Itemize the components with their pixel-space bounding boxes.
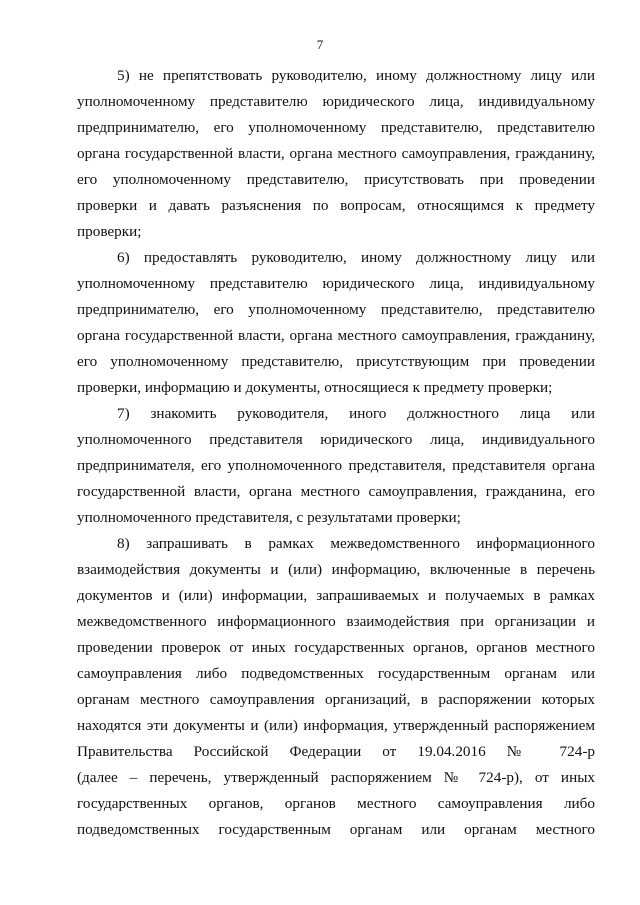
- text-line: его уполномоченному представителю, присутствующим при проведении: [77, 353, 595, 370]
- text-line: 5) не препятствовать руководителю, иному должностному лицу или: [117, 67, 595, 84]
- text-line: проверки;: [77, 223, 142, 240]
- text-line: государственных органов, органов местного самоуправления либо: [77, 795, 595, 812]
- text-line: проведении проверок от иных государственных органов, органов местного: [77, 639, 595, 656]
- text-line: уполномоченному представителю юридического лица, индивидуальному: [77, 275, 595, 292]
- text-line: 6) предоставлять руководителю, иному должностному лицу или: [117, 249, 595, 266]
- page-number: 7: [316, 37, 324, 52]
- text-line: проверки и давать разъяснения по вопросам, относящимся к предмету: [77, 197, 595, 214]
- document-body: [77, 63, 595, 843]
- text-line: уполномоченного представителя, с результатами проверки;: [77, 509, 461, 526]
- text-line: межведомственного информационного взаимодействия при организации и: [77, 613, 595, 630]
- text-line: взаимодействия документы и (или) информацию, включенные в перечень: [77, 561, 595, 578]
- text-line: предпринимателю, его уполномоченному представителю, представителю: [77, 301, 595, 318]
- text-line: находятся эти документы и (или) информация, утвержденный распоряжением: [77, 717, 595, 734]
- text-line: самоуправления либо подведомственных государственным органам или: [77, 665, 595, 682]
- text-line: проверки, информацию и документы, относящиеся к предмету проверки;: [77, 379, 553, 396]
- text-line: (далее – перечень, утвержденный распоряжением № 724-р), от иных: [77, 769, 595, 786]
- text-line: документов и (или) информации, запрашиваемых и получаемых в рамках: [77, 587, 595, 604]
- text-line: органа государственной власти, органа местного самоуправления, гражданину,: [77, 327, 595, 344]
- text-line: органа государственной власти, органа местного самоуправления, гражданину,: [77, 145, 595, 162]
- text-line: органам местного самоуправления организаций, в распоряжении которых: [77, 691, 595, 708]
- text-line: Правительства Российской Федерации от 19.04.2016 № 724-р: [77, 743, 595, 760]
- text-line: государственной власти, органа местного самоуправления, гражданина, его: [77, 483, 595, 500]
- text-line: уполномоченному представителю юридического лица, индивидуальному: [77, 93, 595, 110]
- text-line: 8) запрашивать в рамках межведомственного информационного: [117, 535, 595, 552]
- text-line: предпринимателя, его уполномоченного представителя, представителя органа: [77, 457, 595, 474]
- text-line: подведомственных государственным органам или органам местного: [77, 821, 595, 838]
- text-line: его уполномоченному представителю, присутствовать при проведении: [77, 171, 595, 188]
- text-line: предпринимателю, его уполномоченному представителю, представителю: [77, 119, 595, 136]
- text-line: уполномоченного представителя юридического лица, индивидуального: [77, 431, 595, 448]
- text-line: 7) знакомить руководителя, иного должностного лица или: [117, 405, 595, 422]
